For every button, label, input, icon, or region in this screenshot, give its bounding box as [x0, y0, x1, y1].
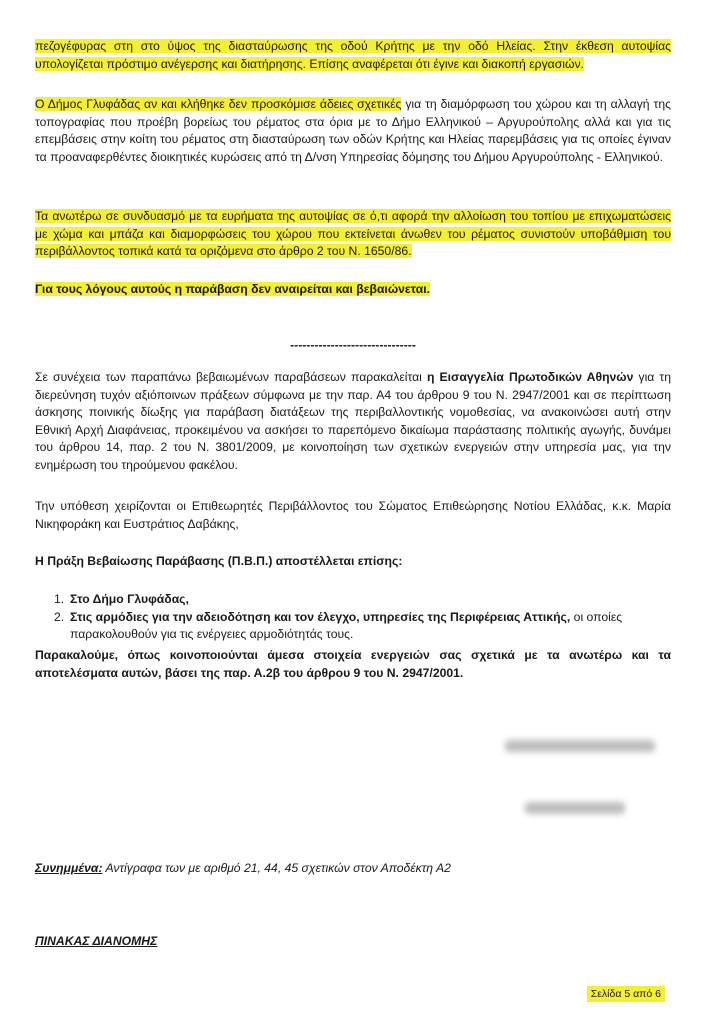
paragraph-5: Την υπόθεση χειρίζονται οι Επιθεωρητές Περιβάλλοντος του Σώματος Επιθεώρησης Νοτίου Ελλάδας, κ.κ. Μαρία Νικηφοράκη και Ευστράτιος Δαβάκης,: [35, 499, 671, 531]
paragraph-1: [35, 38, 671, 73]
paragraph-4: Σε συνέχεια των παραπάνω βεβαιωμένων παραβάσεων παρακαλείται η Εισαγγελία Πρωτοδικών Αθηνών για τη διερεύνηση τυχόν αξιόποινων πράξεων σύμφωνα με την παρ. Α4 του άρθρου 9 του Ν. 2947/2001 και σε περίπτωση άσκησης ποινικής δίωξης για παράβαση διατάξεων της περιβαλλοντικής νομοθεσίας, να ανακοινώσει αυτή στην Εθνική Αρχή Διαφάνειας, προκειμένου να ασκήσει το παρεπόμενο δικαίωμα παράστασης πολιτικής αγωγής, δυνάμει του άρθρου 14, παρ. 2 του Ν. 3801/2009, με κοινοποίηση των σχετικών ενεργειών στην υπηρεσία μας, για την ενημέρωση του τηρούμενου φακέλου.: [35, 370, 672, 472]
highlighted-text: Τα ανωτέρω σε συνδυασμό με τα ευρήματα της αυτοψίας σε ό,τι αφορά την αλλοίωση του τοπίου με επιχωματώσεις με χώμα και μπάζα και διαμορφώσεις του χώρου που εκτείνεται άνωθεν του ρέματος συνιστούν υποβάθμιση του περιβάλλοντος τοπικά κατά τα οριζόμενα στο άρθρο 2 του Ν. 1650/86.: [35, 209, 671, 259]
redacted-signature-2: [525, 802, 625, 814]
list-item: 1. Στο Δήμο Γλυφάδας,: [54, 592, 189, 606]
recipients-heading: Η Πράξη Βεβαίωσης Παράβασης (Π.Β.Π.) αποστέλλεται επίσης:: [35, 554, 403, 568]
highlighted-text: Ο Δήμος Γλυφάδας αν και κλήθηκε δεν προσκόμισε άδειες σχετικές: [35, 97, 402, 111]
conclusion-line: Για τους λόγους αυτούς η παράβαση δεν αναιρείται και βεβαιώνεται.: [35, 282, 431, 296]
request-paragraph: Παρακαλούμε, όπως κοινοποιούνται άμεσα στοιχεία ενεργειών σας σχετικά με τα ανωτέρω και τα αποτελέσματα αυτών, βάσει της παρ. Α.2β του άρθρου 9 του Ν. 2947/2001.: [35, 648, 671, 680]
paragraph-3: [35, 208, 671, 261]
separator-line: -------------------------------: [290, 338, 416, 352]
list-item: 2. Στις αρμόδιες για την αδειοδότηση και τον έλεγχο, υπηρεσίες της Περιφέρειας Αττικής, οι οποίες παρακολουθούν για τις ενέργειες αρμοδιότητάς τους.: [54, 609, 623, 642]
attachments-line: Συνημμένα: Αντίγραφα των με αριθμό 21, 44, 45 σχετικών στον Αποδέκτη Α2: [35, 861, 451, 875]
distribution-heading: ΠΙΝΑΚΑΣ ΔΙΑΝΟΜΗΣ: [35, 934, 158, 948]
redacted-signature-1: [505, 740, 655, 752]
recipients-list: [35, 591, 671, 644]
page-number: Σελίδα 5 από 6: [587, 986, 665, 1002]
paragraph-2: Ο Δήμος Γλυφάδας αν και κλήθηκε δεν προσκόμισε άδειες σχετικές για τη διαμόρφωση του χώρου και τη αλλαγή της τοπογραφίας που προέβη βορείως του ρέματος στα όρια με το Δήμο Ελληνικού – Αργυρούπολης αλλά και για τις επεμβάσεις στην κοίτη του ρέματος στη διασταύρωση των οδών Κρήτης και Ηλείας παρεμβάσεις για τις οποίες έγιναν τα προαναφερθέντες διοικητικές κυρώσεις από τη Δ/νση Υπηρεσίας δόμησης του Δήμου Αργυρούπολης - Ελληνικού.: [35, 97, 671, 164]
highlighted-text: πεζογέφυρας στη στο ύψος της διασταύρωσης της οδού Κρήτης με την οδό Ηλείας. Στην έκθεση αυτοψίας υπολογίζεται πρόστιμο ανέγερσης και διατήρησης. Επίσης αναφέρεται ότι έγινε και διακοπή εργασιών.: [35, 39, 671, 71]
